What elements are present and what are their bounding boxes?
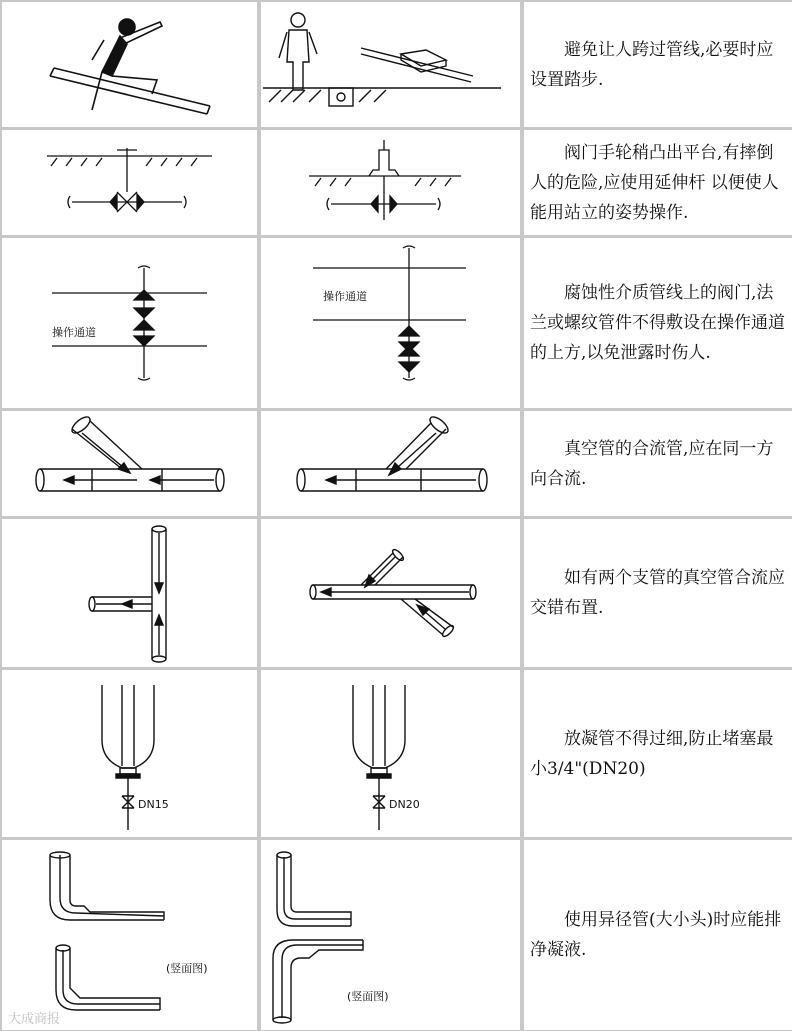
watermark: 大成商报 xyxy=(8,1012,61,1027)
vacuum-merge-same-direction-drawing xyxy=(261,411,520,516)
row2-bad-diagram xyxy=(2,130,257,235)
drain-small-bore-drawing xyxy=(2,670,257,837)
drain-dn20-drawing xyxy=(261,670,520,837)
reducer-trapping-drawing xyxy=(2,840,257,1030)
row5-note xyxy=(524,519,792,667)
row3-note-text: 腐蚀性介质管线上的阀门,法兰或螺纹管件不得敷设在操作通道的上方,以免泄露时伤人. xyxy=(530,283,785,363)
row4-bad-diagram xyxy=(2,411,257,516)
step-over-pipe-drawing xyxy=(261,2,520,127)
vacuum-merge-opposing-drawing xyxy=(2,411,257,516)
row1-note xyxy=(524,2,792,127)
row6-right-size-label: DN20 xyxy=(389,798,420,811)
valve-outside-walkway-drawing xyxy=(261,238,520,408)
row2-note-text: 阀门手轮稍凸出平台,有摔倒人的危险,应使用延伸杆 以便使人能用站立的姿势操作. xyxy=(530,142,779,223)
row6-good-diagram xyxy=(261,670,520,837)
row3-good-diagram xyxy=(261,238,520,408)
row1-good-diagram xyxy=(261,2,520,127)
row5-note-text: 如有两个支管的真空管合流应交错布置. xyxy=(530,568,785,618)
row2-good-diagram xyxy=(261,130,520,235)
row5-bad-diagram xyxy=(2,519,257,667)
row3-left-walkway-label: 操作通道 xyxy=(52,326,96,339)
two-branch-opposite-drawing xyxy=(2,519,257,667)
person-stepping-over-pipe-drawing xyxy=(2,2,257,127)
row5-good-diagram xyxy=(261,519,520,667)
row7-note xyxy=(524,840,792,1030)
row3-note xyxy=(524,238,792,408)
valve-handwheel-protruding-drawing xyxy=(2,130,257,235)
reducer-draining-drawing xyxy=(261,840,520,1030)
two-branch-staggered-drawing xyxy=(261,519,520,667)
row7-note-text: 使用异径管(大小头)时应能排净凝液. xyxy=(530,910,782,960)
row1-note-text: 避免让人跨过管线,必要时应设置踏步. xyxy=(530,39,774,90)
row6-note xyxy=(524,670,792,837)
row4-note xyxy=(524,411,792,516)
row4-note-text: 真空管的合流管,应在同一方向合流. xyxy=(530,438,774,489)
row2-note xyxy=(524,130,792,235)
row3-right-walkway-label: 操作通道 xyxy=(323,290,367,303)
row4-good-diagram xyxy=(261,411,520,516)
valve-extension-rod-drawing xyxy=(261,130,520,235)
row7-right-elevation-label: (竖面图) xyxy=(347,990,389,1003)
row6-left-size-label: DN15 xyxy=(138,798,169,811)
row3-bad-diagram xyxy=(2,238,257,408)
row6-note-text: 放凝管不得过细,防止堵塞最小3/4"(DN20) xyxy=(530,728,774,779)
row7-bad-diagram xyxy=(2,840,257,1030)
row7-left-elevation-label: (竖面图) xyxy=(166,962,208,975)
row1-bad-diagram xyxy=(2,2,257,127)
valve-above-walkway-drawing xyxy=(2,238,257,408)
row7-good-diagram xyxy=(261,840,520,1030)
row6-bad-diagram xyxy=(2,670,257,837)
